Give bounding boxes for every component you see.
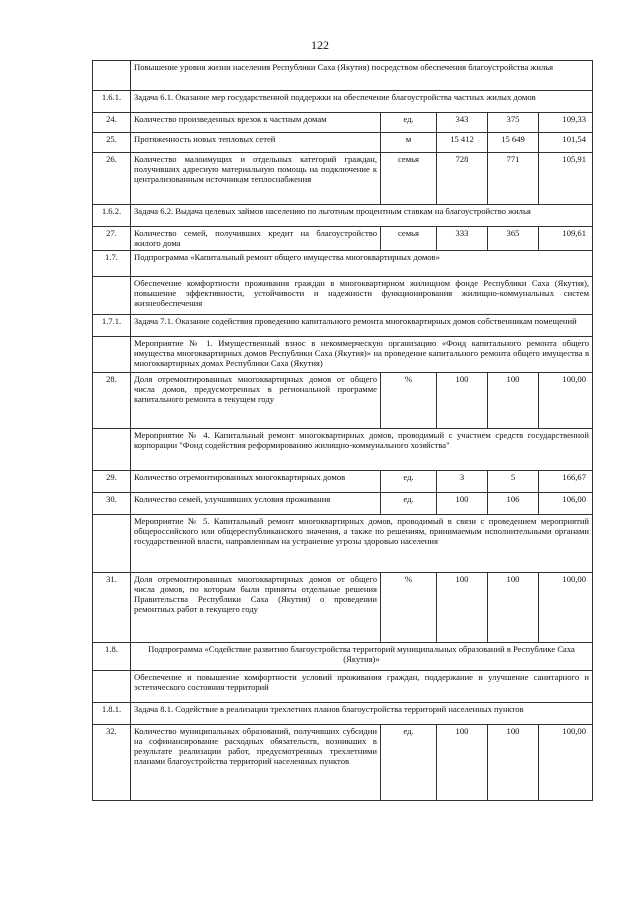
actual-value-cell: 365 [488, 227, 539, 251]
row-number-cell [93, 671, 131, 703]
indicator-name-cell: Количество муниципальных образований, получивших субсидии на софинансирование расходных обязательств, возникших в результате реализации работ, предусмотренных трехлетними планами благоустройства территорий населенных пунктов [131, 725, 381, 801]
section-row [93, 703, 593, 725]
row-number-cell [93, 277, 131, 315]
percent-cell: 100,00 [539, 373, 593, 429]
indicator-name-cell: Количество семей, улучшивших условия проживания [131, 493, 381, 515]
section-text-cell: Задача 8.1. Содействие в реализации трехлетних планов благоустройства территорий населенных пунктов [131, 703, 593, 725]
row-number-cell: 1.6.1. [93, 91, 131, 113]
indicator-row [93, 227, 593, 251]
row-number-cell: 1.8.1. [93, 703, 131, 725]
row-number-cell: 30. [93, 493, 131, 515]
section-row [93, 277, 593, 315]
percent-cell: 166,67 [539, 471, 593, 493]
indicator-name-cell: Количество семей, получивших кредит на благоустройство жилого дома [131, 227, 381, 251]
section-text-cell: Повышение уровня жизни населения Республики Саха (Якутия) посредством обеспечения благоустройства жилья [131, 61, 593, 91]
indicator-row [93, 493, 593, 515]
row-number-cell: 32. [93, 725, 131, 801]
percent-cell: 109,61 [539, 227, 593, 251]
page-number: 122 [311, 38, 329, 52]
section-row [93, 251, 593, 277]
actual-value-cell: 100 [488, 373, 539, 429]
unit-cell: ед. [381, 471, 437, 493]
section-text-cell: Мероприятие № 4. Капитальный ремонт многоквартирных домов, проводимый с участием средств государственной корпорации "Фонд содействия реформированию жилищно-коммунального хозяйства" [131, 429, 593, 471]
percent-cell: 105,91 [539, 153, 593, 205]
section-text-cell: Подпрограмма «Капитальный ремонт общего имущества многоквартирных домов» [131, 251, 593, 277]
section-row [93, 61, 593, 91]
indicator-name-cell: Количество произведенных врезок к частным домам [131, 113, 381, 133]
indicator-row [93, 725, 593, 801]
row-number-cell: 27. [93, 227, 131, 251]
section-row [93, 91, 593, 113]
planned-value-cell: 100 [437, 373, 488, 429]
indicator-row [93, 113, 593, 133]
row-number-cell [93, 429, 131, 471]
planned-value-cell: 343 [437, 113, 488, 133]
planned-value-cell: 333 [437, 227, 488, 251]
section-text-cell: Мероприятие № 5. Капитальный ремонт многоквартирных домов, проводимый в связи с проведением мероприятий общероссийского или общереспубликанского значения, а также по решениям, принимаемым исполнительными органами государственной власти, направленным на устранение угрозы здоровью населения [131, 515, 593, 573]
indicator-name-cell: Доля отремонтированных многоквартирных домов от общего числа домов, по которым были приняты отдельные решения Правительства Республики Саха (Якутия) о проведении ремонтных работ в текущего году [131, 573, 381, 643]
row-number-cell: 28. [93, 373, 131, 429]
row-number-cell: 26. [93, 153, 131, 205]
planned-value-cell: 728 [437, 153, 488, 205]
section-text-cell: Подпрограмма «Содействие развитию благоустройства территорий муниципальных образований в Республике Саха (Якутия)» [131, 643, 593, 671]
row-number-cell: 29. [93, 471, 131, 493]
section-text-cell: Обеспечение и повышение комфортности условий проживания граждан, поддержание и улучшение санитарного и эстетического состояния территорий [131, 671, 593, 703]
planned-value-cell: 15 412 [437, 133, 488, 153]
indicator-row [93, 573, 593, 643]
row-number-cell: 1.6.2. [93, 205, 131, 227]
row-number-cell: 1.7.1. [93, 315, 131, 337]
row-number-cell: 1.8. [93, 643, 131, 671]
unit-cell: % [381, 573, 437, 643]
indicator-row [93, 133, 593, 153]
actual-value-cell: 5 [488, 471, 539, 493]
planned-value-cell: 3 [437, 471, 488, 493]
section-text-cell: Задача 6.1. Оказание мер государственной поддержки на обеспечение благоустройства частных жилых домов [131, 91, 593, 113]
row-number-cell: 25. [93, 133, 131, 153]
section-row [93, 515, 593, 573]
percent-cell: 109,33 [539, 113, 593, 133]
actual-value-cell: 15 649 [488, 133, 539, 153]
planned-value-cell: 100 [437, 573, 488, 643]
percent-cell: 100,00 [539, 725, 593, 801]
section-text-cell: Задача 6.2. Выдача целевых займов населению по льготным процентным ставкам на благоустройство жилья [131, 205, 593, 227]
actual-value-cell: 100 [488, 725, 539, 801]
row-number-cell: 31. [93, 573, 131, 643]
section-row [93, 429, 593, 471]
indicator-row [93, 471, 593, 493]
actual-value-cell: 771 [488, 153, 539, 205]
row-number-cell [93, 61, 131, 91]
unit-cell: ед. [381, 725, 437, 801]
planned-value-cell: 100 [437, 493, 488, 515]
section-text-cell: Задача 7.1. Оказание содействия проведению капитального ремонта многоквартирных домов собственникам помещений [131, 315, 593, 337]
row-number-cell [93, 337, 131, 373]
row-number-cell: 24. [93, 113, 131, 133]
percent-cell: 101,54 [539, 133, 593, 153]
unit-cell: ед. [381, 493, 437, 515]
unit-cell: ед. [381, 113, 437, 133]
unit-cell: м [381, 133, 437, 153]
indicator-row [93, 153, 593, 205]
section-row [93, 643, 593, 671]
indicator-row [93, 373, 593, 429]
section-text-cell: Мероприятие № 1. Имущественный взнос в некоммерческую организацию «Фонд капитального ремонта общего имущества многоквартирных домов Республики Саха (Якутия)» на проведение капитального ремонта общего имущества в многоквартирных домах Республики Саха (Якутия) [131, 337, 593, 373]
actual-value-cell: 106 [488, 493, 539, 515]
section-row [93, 337, 593, 373]
unit-cell: семья [381, 153, 437, 205]
indicator-name-cell: Доля отремонтированных многоквартирных домов от общего числа домов, предусмотренных в региональной программе капитального ремонта в текущем году [131, 373, 381, 429]
row-number-cell [93, 515, 131, 573]
indicator-name-cell: Количество малоимущих и отдельных категорий граждан, получивших адресную материальную помощь на подключение к централизованным источникам теплоснабжения [131, 153, 381, 205]
percent-cell: 106,00 [539, 493, 593, 515]
section-row [93, 315, 593, 337]
unit-cell: семья [381, 227, 437, 251]
section-text-cell: Обеспечение комфортности проживания граждан в многоквартирном жилищном фонде Республики Саха (Якутия), повышение эффективности, устойчивости и надежности функционирования жилищно-коммунальных систем жизнеобеспечения [131, 277, 593, 315]
indicator-name-cell: Протяженность новых тепловых сетей [131, 133, 381, 153]
indicator-name-cell: Количество отремонтированных многоквартирных домов [131, 471, 381, 493]
section-row [93, 205, 593, 227]
planned-value-cell: 100 [437, 725, 488, 801]
percent-cell: 100,00 [539, 573, 593, 643]
indicators-table [92, 60, 593, 801]
unit-cell: % [381, 373, 437, 429]
actual-value-cell: 375 [488, 113, 539, 133]
row-number-cell: 1.7. [93, 251, 131, 277]
actual-value-cell: 100 [488, 573, 539, 643]
section-row [93, 671, 593, 703]
